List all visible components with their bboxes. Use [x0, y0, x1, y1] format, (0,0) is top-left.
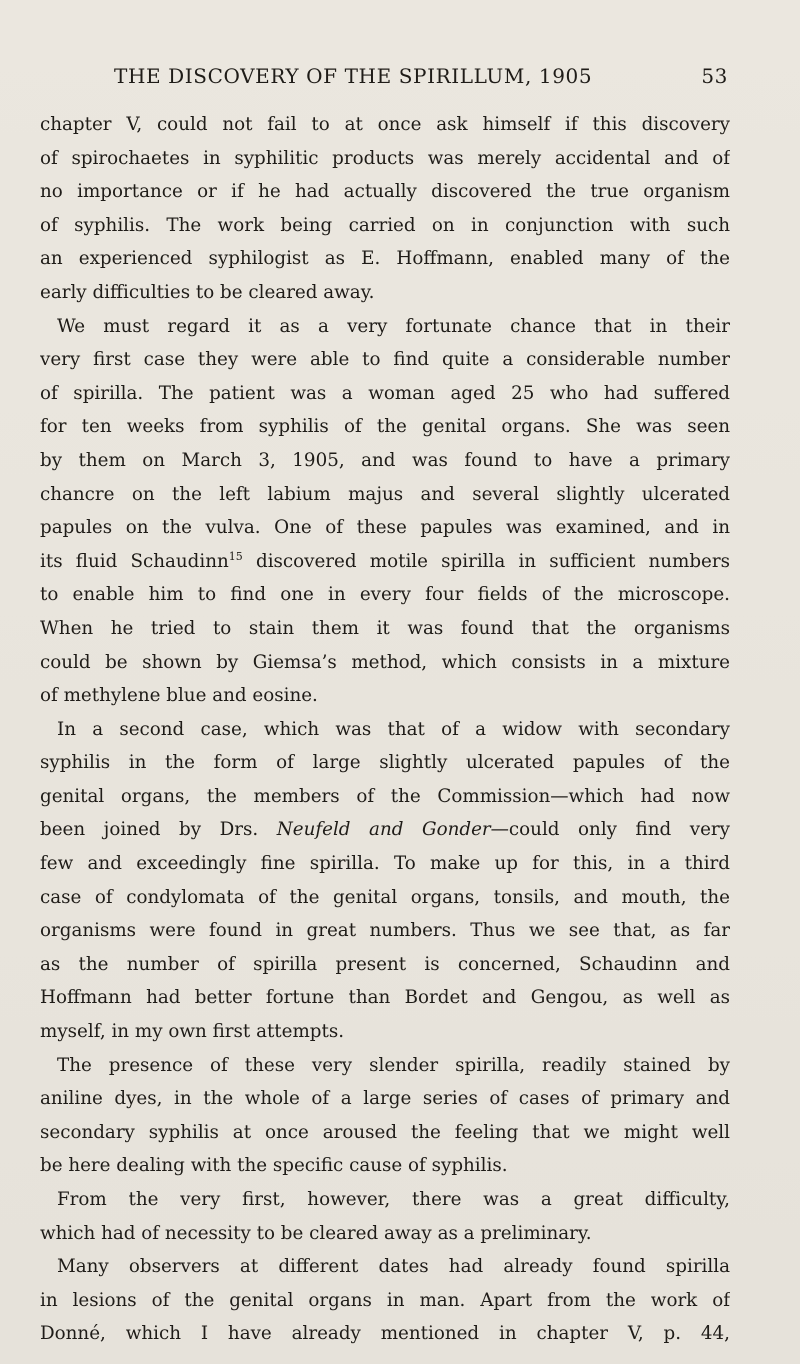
text-line: for ten weeks from syphilis of the genital organs. She was seen	[40, 416, 730, 438]
text-line: genital organs, the members of the Commission—which had now	[40, 785, 730, 807]
text-line: an experienced syphilogist as E. Hoffmann, enabled many of the	[40, 248, 730, 270]
text-line: chapter V, could not fail to at once ask himself if this discovery	[40, 114, 730, 135]
text-line-with-italics	[40, 813, 730, 847]
text-line: to enable him to find one in every four fields of the microscope.	[40, 584, 730, 606]
text-segment: been joined by Drs.	[40, 819, 277, 841]
text-line: Hoffmann had better fortune than Bordet and Gengou, as well as	[40, 987, 730, 1009]
text-segment: its fluid Schaudinn	[40, 550, 229, 572]
text-line: no importance or if he had actually discovered the true organism	[40, 181, 730, 203]
paragraph-first-line: Many observers at different dates had already found spirilla	[57, 1256, 730, 1278]
text-line: which had of necessity to be cleared away as a preliminary.	[40, 1222, 592, 1244]
text-line: very first case they were able to find quite a considerable number	[40, 349, 730, 371]
text-line: be here dealing with the specific cause of syphilis.	[40, 1155, 508, 1177]
text-line: few and exceedingly fine spirilla. To make up for this, in a third	[40, 853, 730, 875]
paragraph-first-line: We must regard it as a very fortunate chance that in their	[57, 315, 730, 337]
text-line: secondary syphilis at once aroused the feeling that we might well	[40, 1121, 730, 1143]
footnote-reference: 15	[228, 549, 243, 563]
text-line: myself, in my own first attempts.	[40, 1021, 345, 1043]
text-line: of syphilis. The work being carried on in conjunction with such	[40, 214, 730, 236]
running-head	[114, 64, 728, 94]
text-line: of spirilla. The patient was a woman aged 25 who had suffered	[40, 382, 730, 404]
chapter-title: THE DISCOVERY OF THE SPIRILLUM, 1905	[114, 64, 593, 88]
paragraph-first-line: From the very first, however, there was a great difficulty,	[57, 1189, 730, 1210]
text-line: Donné, which I have already mentioned in chapter V, p. 44,	[40, 1323, 730, 1345]
paragraph-first-line: The presence of these very slender spirilla, readily stained by	[57, 1054, 730, 1076]
text-line: organisms were found in great numbers. Thus we see that, as far	[40, 920, 730, 942]
text-segment: discovered motile spirilla in sufficient numbers	[242, 550, 730, 572]
text-line: papules on the vulva. One of these papules was examined, and in	[40, 517, 730, 539]
body-text	[40, 108, 730, 1351]
text-line: case of condylomata of the genital organs, tonsils, and mouth, the	[40, 886, 730, 908]
italic-names: Neufeld and Gonder	[276, 819, 491, 841]
text-line: by them on March 3, 1905, and was found to have a primary	[40, 449, 730, 471]
text-line: syphilis in the form of large slightly ulcerated papules of the	[40, 752, 730, 774]
text-line: in lesions of the genital organs in man. Apart from the work of	[40, 1289, 730, 1311]
text-segment: —could only find very	[490, 819, 730, 841]
paragraph-first-line: In a second case, which was that of a widow with secondary	[57, 718, 730, 740]
text-line: early difficulties to be cleared away.	[40, 281, 375, 303]
text-line: could be shown by Giemsa’s method, which consists in a mixture	[40, 651, 730, 673]
text-line: as the number of spirilla present is concerned, Schaudinn and	[40, 953, 730, 975]
text-line-with-footnote	[40, 545, 730, 579]
text-line: of spirochaetes in syphilitic products was merely accidental and of	[40, 147, 730, 169]
text-line: When he tried to stain them it was found that the organisms	[40, 617, 730, 639]
text-line: chancre on the left labium majus and several slightly ulcerated	[40, 483, 730, 505]
text-line: aniline dyes, in the whole of a large series of cases of primary and	[40, 1088, 730, 1110]
text-line: of methylene blue and eosine.	[40, 685, 318, 707]
page-number: 53	[701, 64, 728, 88]
